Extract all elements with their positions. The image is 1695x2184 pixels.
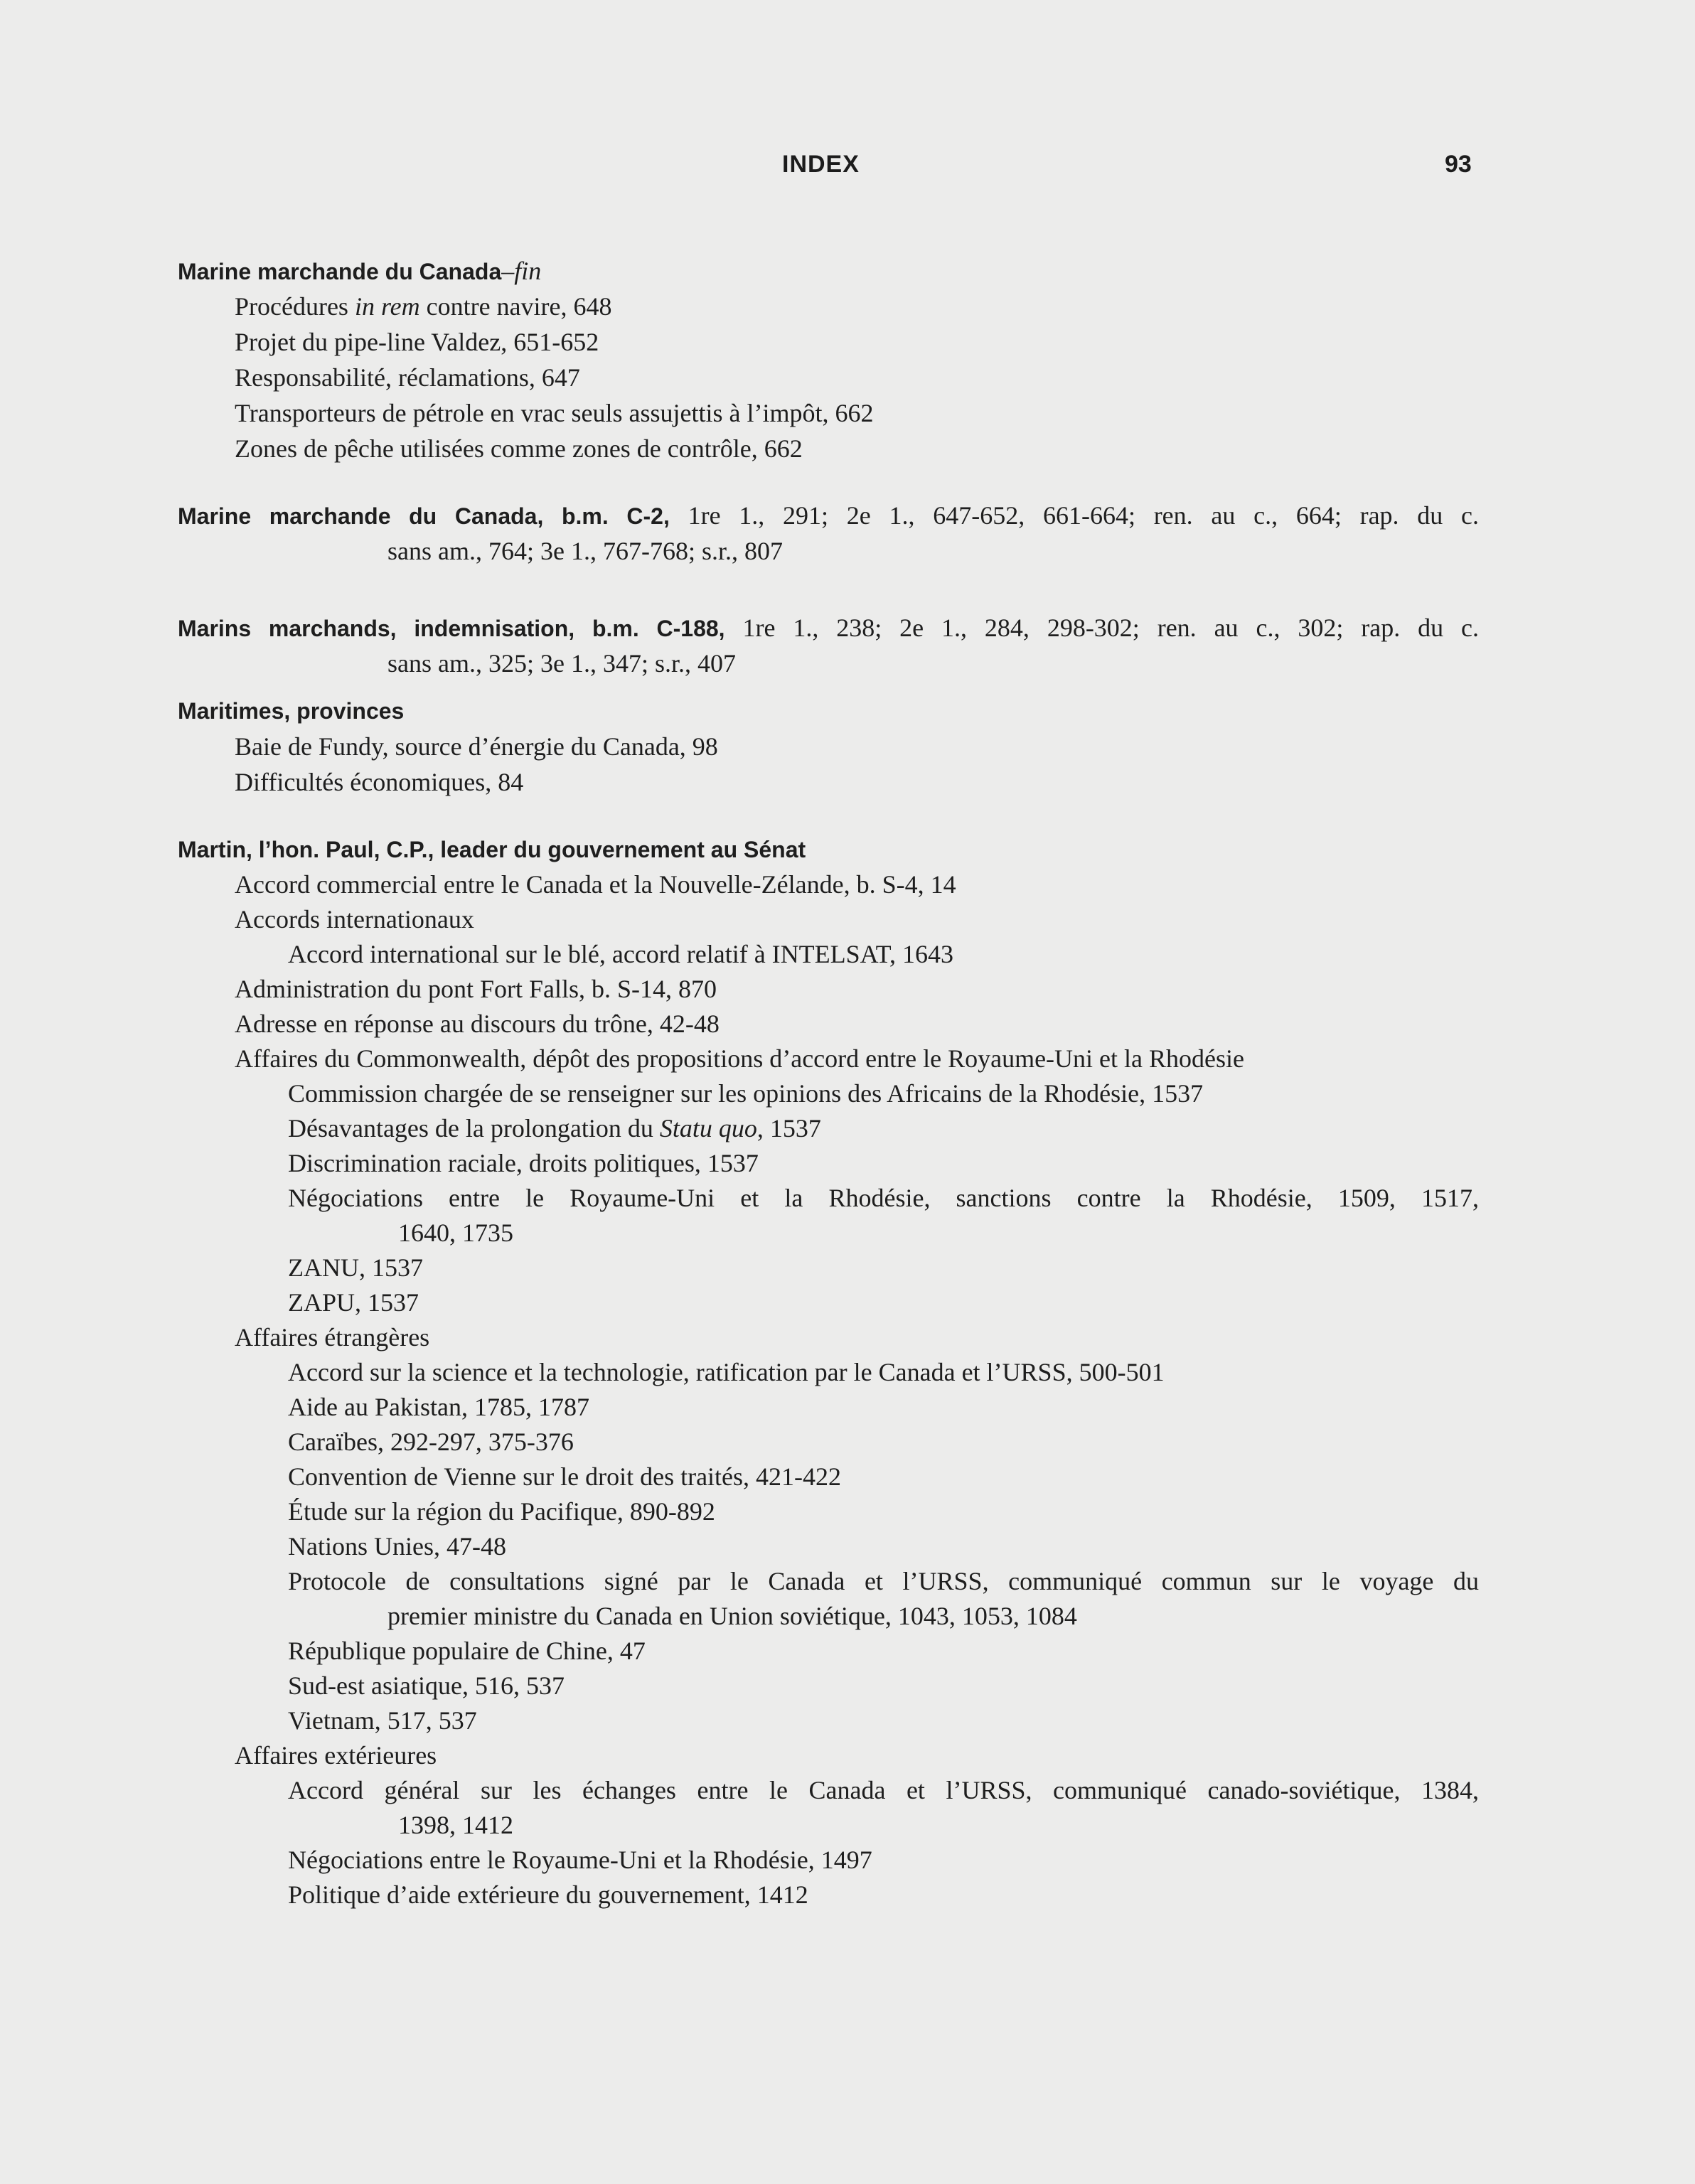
- list-item: Affaires du Commonwealth, dépôt des propositions d’accord entre le Royaume-Uni et la Rhodésie: [235, 1044, 1244, 1073]
- list-item: Caraïbes, 292-297, 375-376: [288, 1428, 574, 1456]
- entry-heading: Maritimes, provinces: [178, 698, 405, 724]
- list-item: Adresse en réponse au discours du trône, 42-48: [235, 1010, 720, 1038]
- running-head: [0, 151, 1695, 186]
- entry-heading: Marine marchande du Canada, b.m. C-2, 1re 1., 291; 2e 1., 647-652, 661-664; ren. au c., 664; rap. du c.: [178, 501, 1480, 530]
- entry-heading: Marins marchands, indemnisation, b.m. C-188, 1re 1., 238; 2e 1., 284, 298-302; ren. au c., 302; rap. du c.: [178, 614, 1479, 642]
- list-item: Étude sur la région du Pacifique, 890-892: [288, 1497, 715, 1526]
- list-item: Responsabilité, réclamations, 647: [235, 363, 580, 392]
- page-title: INDEX: [782, 151, 860, 178]
- list-item: Convention de Vienne sur le droit des traités, 421-422: [288, 1462, 842, 1491]
- list-item: ZANU, 1537: [288, 1253, 423, 1282]
- list-item: Accords internationaux: [235, 905, 474, 933]
- list-item: Vietnam, 517, 537: [288, 1706, 477, 1735]
- list-item: Accord commercial entre le Canada et la Nouvelle-Zélande, b. S-4, 14: [235, 870, 956, 899]
- list-item: Politique d’aide extérieure du gouvernement, 1412: [288, 1880, 808, 1909]
- list-item: Désavantages de la prolongation du Statu quo, 1537: [288, 1114, 821, 1142]
- list-item-continuation: 1640, 1735: [398, 1219, 513, 1247]
- entry-continuation: sans am., 764; 3e 1., 767-768; s.r., 807: [387, 537, 783, 565]
- list-item: Baie de Fundy, source d’énergie du Canada, 98: [235, 732, 718, 761]
- list-item: Projet du pipe-line Valdez, 651-652: [235, 328, 599, 356]
- list-item: Accord général sur les échanges entre le Canada et l’URSS, communiqué canado-soviétique, 1384,: [288, 1776, 1479, 1804]
- list-item-continuation: 1398, 1412: [398, 1811, 513, 1839]
- list-item-continuation: premier ministre du Canada en Union soviétique, 1043, 1053, 1084: [387, 1602, 1077, 1630]
- list-item: Affaires étrangères: [235, 1323, 430, 1351]
- page-number: 93: [1445, 151, 1472, 178]
- list-item: Commission chargée de se renseigner sur les opinions des Africains de la Rhodésie, 1537: [288, 1079, 1204, 1108]
- list-item: Nations Unies, 47-48: [288, 1532, 506, 1561]
- list-item: Aide au Pakistan, 1785, 1787: [288, 1393, 589, 1421]
- list-item: Protocole de consultations signé par le Canada et l’URSS, communiqué commun sur le voyage du: [288, 1567, 1479, 1595]
- list-item: Difficultés économiques, 84: [235, 768, 524, 796]
- list-item: Discrimination raciale, droits politiques, 1537: [288, 1149, 759, 1177]
- list-item: Négociations entre le Royaume-Uni et la Rhodésie, 1497: [288, 1846, 872, 1874]
- list-item: Accord international sur le blé, accord relatif à INTELSAT, 1643: [288, 940, 953, 968]
- list-item: ZAPU, 1537: [288, 1288, 419, 1317]
- list-item: Négociations entre le Royaume-Uni et la Rhodésie, sanctions contre la Rhodésie, 1509, 1517,: [288, 1184, 1479, 1212]
- list-item: Procédures in rem contre navire, 648: [235, 292, 612, 321]
- entry-continuation: sans am., 325; 3e 1., 347; s.r., 407: [387, 649, 736, 678]
- list-item: Accord sur la science et la technologie, ratification par le Canada et l’URSS, 500-501: [288, 1358, 1165, 1386]
- list-item: Administration du pont Fort Falls, b. S-14, 870: [235, 975, 717, 1003]
- list-item: Sud-est asiatique, 516, 537: [288, 1671, 565, 1700]
- entry-heading: Marine marchande du Canada–fin: [178, 257, 542, 285]
- list-item: Affaires extérieures: [235, 1741, 437, 1770]
- list-item: République populaire de Chine, 47: [288, 1637, 646, 1665]
- list-item: Transporteurs de pétrole en vrac seuls assujettis à l’impôt, 662: [235, 399, 874, 427]
- entry-heading: Martin, l’hon. Paul, C.P., leader du gouvernement au Sénat: [178, 837, 806, 862]
- list-item: Zones de pêche utilisées comme zones de contrôle, 662: [235, 434, 803, 463]
